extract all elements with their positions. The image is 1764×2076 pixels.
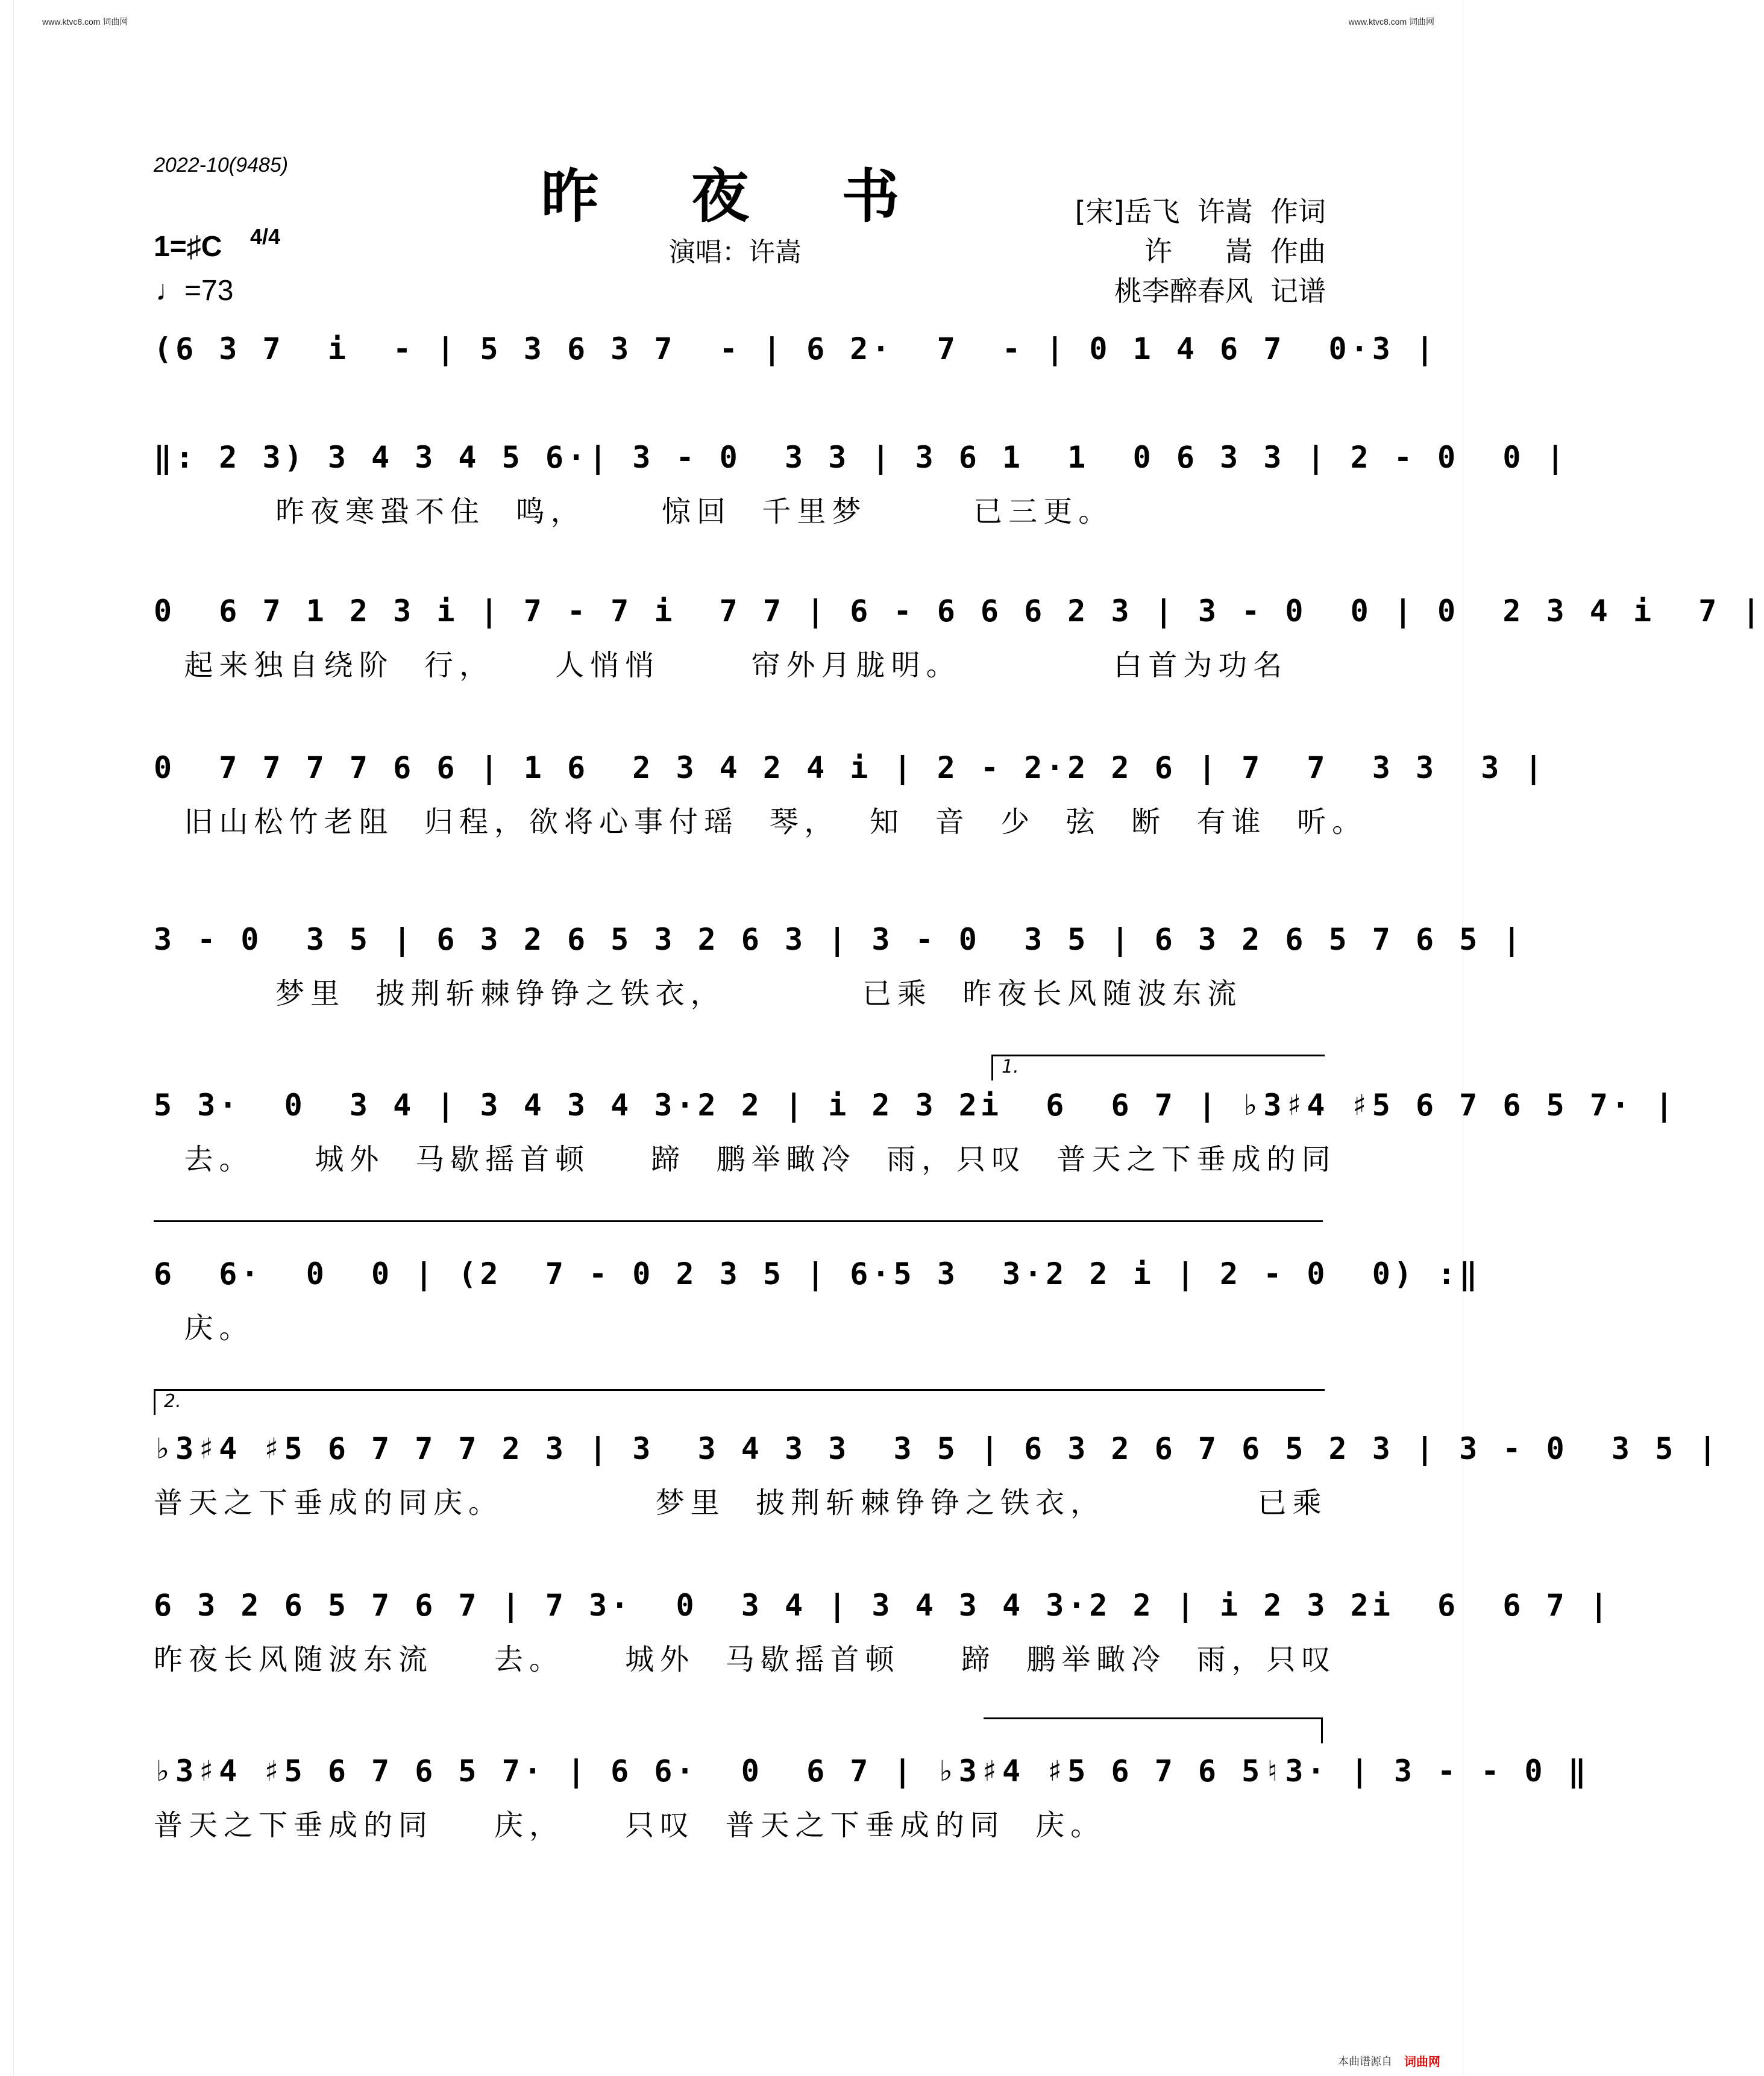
score-system-2 (154, 440, 1568, 528)
score-code: 2022-10(9485) (154, 154, 289, 177)
notation-line: (6 3 7 i - | 5 3 6 3 7 - | 6 2· 7 - | 0 1 4 6 7 0·3 | (154, 331, 1438, 366)
notation-line: ‖: 2 3) 3 4 3 4 5 6·| 3 - 0 3 3 | 3 6 1 1 0 6 3 3 | 2 - 0 0 | (154, 440, 1568, 475)
time-signature: 4/4 (250, 224, 281, 249)
bottom-logo: 词曲网 (1404, 2054, 1440, 2069)
score-system-7 (154, 1256, 1481, 1345)
volta-2: 2. (154, 1389, 1325, 1415)
notation-line: ♭3♯4 ♯5 6 7 7 7 2 3 | 3 3 4 3 3 3 5 | 6 3 2 6 7 6 5 2 3 | 3 - 0 3 5 | (154, 1431, 1721, 1466)
score-system-5 (154, 922, 1525, 1011)
notation-line: 0 6 7 1 2 3 i | 7 - 7 i 7 7 | 6 - 6 6 6 2 3 | 3 - 0 0 | 0 2 3 4 i 7 | (154, 594, 1764, 629)
lyric-line: 旧山松竹老阻 归程，欲将心事付瑶 琴， 知 音 少 弦 断 有谁 听。 (154, 805, 1367, 839)
lyric-line: 梦里 披荆斩棘铮铮之铁衣， 已乘 昨夜长风随波东流 (154, 977, 1243, 1011)
volta-1-continuation (154, 1220, 1323, 1222)
page-title: 昨 夜 书 (541, 162, 936, 230)
top-right-watermark: www.ktvc8.com 词曲网 (1348, 17, 1434, 27)
notation-line: 0 7 7 7 7 6 6 | 1 6 2 3 4 2 4 i | 2 - 2·2 2 6 | 7 7 3 3 3 | (154, 750, 1546, 785)
score-system-6 (154, 1056, 1677, 1176)
credits-block (1075, 192, 1326, 311)
score-system-1 (154, 331, 1438, 398)
key-signature: 1=♯C (154, 231, 222, 263)
composer-credit: 许 嵩 作曲 (1144, 235, 1326, 268)
volta-2-end (984, 1717, 1323, 1743)
lyric-line: 普天之下垂成的同庆。 梦里 披荆斩棘铮铮之铁衣， 已乘 (154, 1486, 1328, 1520)
lyric-line: 起来独自绕阶 行， 人悄悄 帘外月胧明。 白首为功名 (154, 648, 1288, 682)
top-left-watermark: www.ktvc8.com 词曲网 (42, 17, 128, 27)
score-system-9 (154, 1588, 1612, 1676)
transcriber-credit: 桃李醉春风 记谱 (1114, 275, 1326, 307)
lyric-line: 昨夜寒蛩不住 鸣， 惊回 千里梦 已三更。 (154, 495, 1114, 528)
lyric-line: 普天之下垂成的同 庆， 只叹 普天之下垂成的同 庆。 (154, 1808, 1106, 1842)
bottom-source-watermark: 本曲谱源自 (1338, 2056, 1392, 2068)
score-system-10 (154, 1754, 1590, 1842)
score-system-4 (154, 750, 1546, 839)
lyric-line: 去。 城外 马歇摇首顿 蹄 鹏举瞰冷 雨，只叹 普天之下垂成的同 (154, 1143, 1337, 1176)
notation-line: ♭3♯4 ♯5 6 7 6 5 7· | 6 6· 0 6 7 | ♭3♯4 ♯5 6 7 6 5♮3· | 3 - - 0 ‖ (154, 1754, 1590, 1789)
notation-line: 5 3· 0 3 4 | 3 4 3 4 3·2 2 | i 2 3 2i 6 6 7 | ♭3♯4 ♯5 6 7 6 5 7· | (154, 1088, 1677, 1123)
lyric-line: 昨夜长风随波东流 去。 城外 马歇摇首顿 蹄 鹏举瞰冷 雨，只叹 (154, 1643, 1337, 1676)
volta-1: 1. (991, 1055, 1325, 1080)
notation-line: 6 6· 0 0 | (2 7 - 0 2 3 5 | 6·5 3 3·2 2 i | 2 - 0 0) :‖ (154, 1256, 1481, 1291)
left-watermark-strip (0, 0, 14, 2076)
lyric-line: 庆。 (154, 1311, 254, 1345)
notation-line: 6 3 2 6 5 7 6 7 | 7 3· 0 3 4 | 3 4 3 4 3·2 2 | i 2 3 2i 6 6 7 | (154, 1588, 1612, 1623)
singer-credit: 演唱：许嵩 (669, 237, 802, 267)
score-system-8 (154, 1391, 1721, 1520)
lyricist-credit: [宋]岳飞 许嵩 作词 (1075, 195, 1326, 228)
score-system-3 (154, 594, 1764, 682)
notation-line: 3 - 0 3 5 | 6 3 2 6 5 3 2 6 3 | 3 - 0 3 5 | 6 3 2 6 5 7 6 5 | (154, 922, 1525, 957)
tempo-marking: ♩=73 (155, 275, 234, 307)
